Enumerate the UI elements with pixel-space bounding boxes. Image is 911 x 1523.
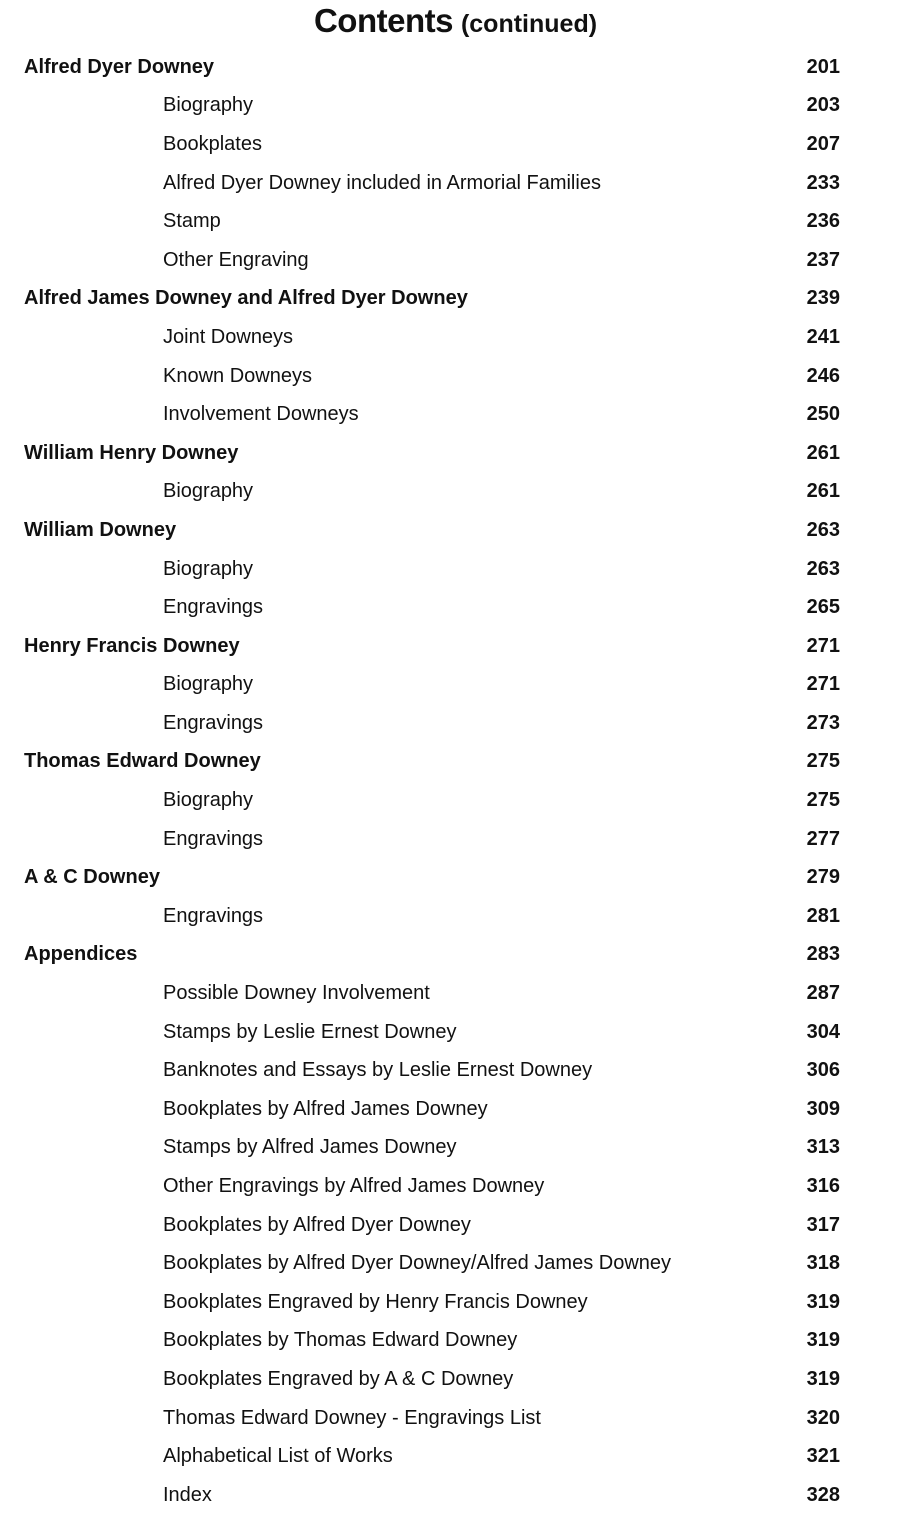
toc-entry-page-number: 201 [806,55,840,78]
toc-row [0,1437,911,1476]
toc-entry-label: Thomas Edward Downey - Engravings List [163,1406,541,1429]
toc-entry-label: Bookplates by Alfred Dyer Downey/Alfred James Downey [163,1252,672,1275]
toc-entry-label: Biography [163,480,254,503]
toc-entry-page-number: 304 [806,1020,840,1043]
toc-entry-label: Bookplates by Thomas Edward Downey [163,1329,518,1352]
toc-row [0,1167,911,1206]
toc-entry-label: Bookplates by Alfred Dyer Downey [163,1213,471,1236]
toc-row [0,820,911,859]
toc-entry-page-number: 306 [806,1059,840,1082]
toc-entry-label: Banknotes and Essays by Leslie Ernest Downey [163,1059,593,1082]
page-title-main: Contents [313,2,453,39]
toc-entry-label: Index [163,1483,212,1506]
toc-entry-label: Other Engravings by Alfred James Downey [163,1175,545,1198]
toc-entry-page-number: 203 [806,94,840,117]
toc-row [0,974,911,1013]
toc-row [0,318,911,357]
toc-row [0,1322,911,1361]
toc-entry-label: Engravings [163,827,264,850]
toc-entry-page-number: 237 [806,248,840,271]
toc-entry-page-number: 246 [806,364,840,387]
toc-entry-label: Biography [163,789,254,812]
toc-entry-label: Biography [163,557,254,580]
toc-entry-page-number: 261 [806,441,840,464]
toc-entry-page-number: 321 [806,1445,840,1468]
toc-entry-page-number: 233 [806,171,840,194]
toc-entry-page-number: 236 [806,210,840,233]
toc-row [0,202,911,241]
toc-row [0,164,911,203]
toc-row [0,241,911,280]
toc-row [0,280,911,319]
toc-entry-label: Engravings [163,904,264,927]
toc-row [0,936,911,975]
toc-entry-label: William Henry Downey [24,441,239,464]
toc-entry-page-number: 273 [806,711,840,734]
toc-row [0,588,911,627]
toc-entry-label: Engravings [163,711,264,734]
toc-row [0,858,911,897]
toc-list [0,48,911,1515]
toc-entry-label: Stamps by Leslie Ernest Downey [163,1020,457,1043]
toc-entry-page-number: 207 [806,132,840,155]
toc-row [0,87,911,126]
toc-entry-page-number: 283 [806,943,840,966]
toc-entry-label: William Downey [24,518,177,541]
toc-entry-label: Alfred Dyer Downey [24,55,215,78]
toc-entry-label: Bookplates by Alfred James Downey [163,1097,488,1120]
toc-entry-label: Appendices [24,943,138,966]
toc-entry-page-number: 281 [806,904,840,927]
toc-entry-page-number: 319 [806,1290,840,1313]
toc-entry-label: Biography [163,673,254,696]
toc-row [0,743,911,782]
toc-row [0,1090,911,1129]
toc-entry-page-number: 275 [806,750,840,773]
toc-entry-label: Biography [163,94,254,117]
toc-entry-page-number: 279 [806,866,840,889]
toc-row [0,1399,911,1438]
toc-entry-label: Alfred Dyer Downey included in Armorial Families [163,171,601,194]
toc-entry-label: Engravings [163,596,264,619]
toc-row [0,627,911,666]
toc-entry-page-number: 287 [806,982,840,1005]
toc-entry-page-number: 318 [806,1252,840,1275]
toc-row [0,704,911,743]
toc-entry-page-number: 316 [806,1175,840,1198]
toc-entry-label: Joint Downeys [163,325,294,348]
toc-entry-page-number: 261 [806,480,840,503]
toc-entry-label: Stamp [163,210,221,233]
toc-entry-label: Bookplates Engraved by Henry Francis Downey [163,1290,588,1313]
toc-entry-page-number: 241 [806,325,840,348]
toc-entry-label: A & C Downey [24,866,160,889]
toc-row [0,1013,911,1052]
toc-row [0,550,911,589]
toc-row [0,1051,911,1090]
toc-row [0,1283,911,1322]
toc-entry-label: Alphabetical List of Works [163,1445,393,1468]
toc-entry-page-number: 320 [806,1406,840,1429]
toc-entry-label: Possible Downey Involvement [163,982,430,1005]
toc-entry-page-number: 271 [806,673,840,696]
toc-row [0,1244,911,1283]
toc-entry-page-number: 263 [806,557,840,580]
toc-entry-page-number: 317 [806,1213,840,1236]
toc-entry-label: Bookplates [163,132,262,155]
toc-entry-label: Other Engraving [163,248,309,271]
toc-entry-page-number: 263 [806,518,840,541]
page-title-suffix: (continued) [460,10,598,38]
toc-row [0,897,911,936]
toc-entry-label: Henry Francis Downey [24,634,240,657]
toc-row [0,395,911,434]
toc-entry-page-number: 319 [806,1329,840,1352]
toc-row [0,434,911,473]
toc-row [0,1360,911,1399]
toc-row [0,781,911,820]
toc-row [0,666,911,705]
toc-entry-page-number: 319 [806,1367,840,1390]
toc-entry-page-number: 328 [806,1483,840,1506]
page-title [0,0,911,48]
toc-row [0,1129,911,1168]
toc-entry-label: Alfred James Downey and Alfred Dyer Downey [24,287,468,310]
toc-entry-label: Bookplates Engraved by A & C Downey [163,1367,514,1390]
toc-entry-label: Known Downeys [163,364,312,387]
toc-row [0,1206,911,1245]
toc-entry-page-number: 309 [806,1097,840,1120]
toc-row [0,1476,911,1515]
toc-entry-page-number: 277 [806,827,840,850]
toc-entry-page-number: 271 [806,634,840,657]
toc-row [0,48,911,87]
toc-row [0,511,911,550]
toc-entry-page-number: 275 [806,789,840,812]
toc-entry-page-number: 313 [806,1136,840,1159]
toc-entry-page-number: 265 [806,596,840,619]
toc-entry-label: Stamps by Alfred James Downey [163,1136,457,1159]
toc-row [0,125,911,164]
toc-entry-label: Involvement Downeys [163,403,359,426]
toc-row [0,357,911,396]
toc-row [0,473,911,512]
toc-entry-page-number: 239 [806,287,840,310]
toc-entry-label: Thomas Edward Downey [24,750,261,773]
toc-entry-page-number: 250 [806,403,840,426]
